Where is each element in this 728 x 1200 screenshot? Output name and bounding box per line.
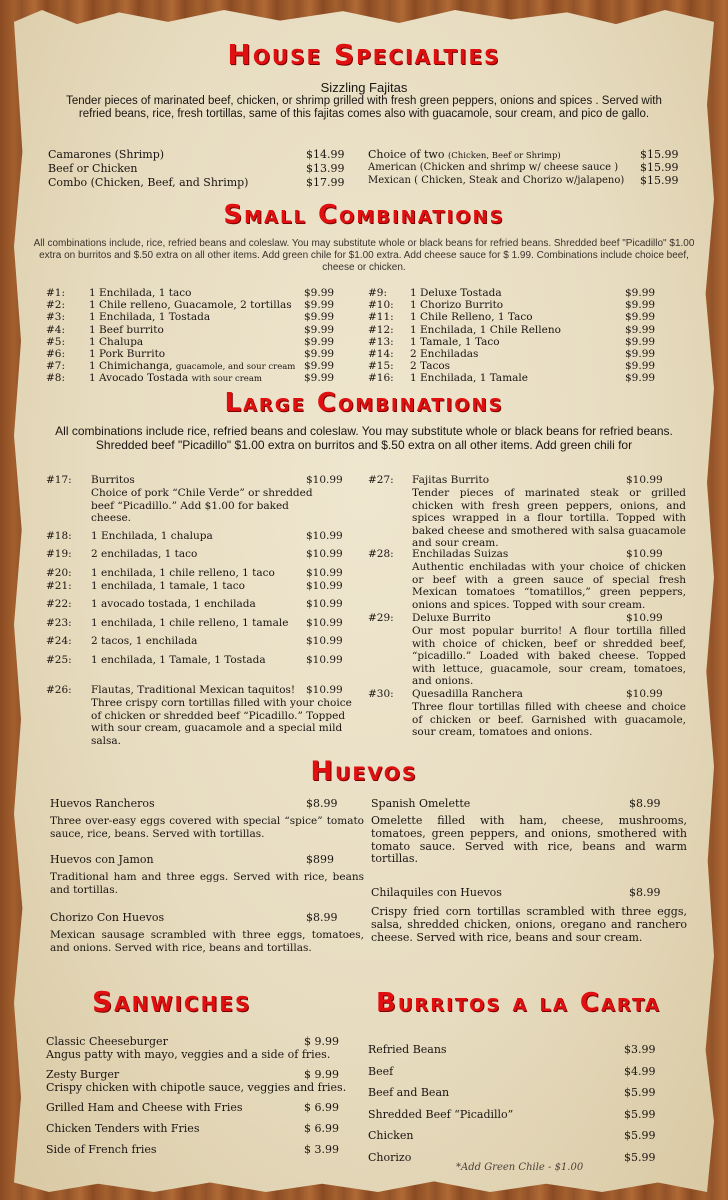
item-num: #23: (46, 617, 72, 629)
item-desc: Our most popular burrito! A flour tortilla filled with choice of chicken, beef or shredded beef, “picadillo.” Loaded with baked cheese. Topped with lettuce, guacamole, sour cream, tomatoes, and onions. (412, 625, 686, 688)
list-item (48, 148, 348, 162)
list-item (368, 311, 668, 323)
huevos-5 (371, 886, 687, 944)
item-num: #10: (368, 299, 394, 312)
item-name: 2 enchiladas, 1 taco (91, 548, 198, 560)
list-item (46, 567, 356, 580)
combo-26 (46, 684, 361, 747)
item-price: $9.99 (304, 299, 335, 312)
item-num: #29: (368, 612, 394, 624)
item-name: Camarones (Shrimp) (48, 148, 165, 161)
item-name: Zesty Burger (46, 1068, 120, 1081)
item-name: Flautas, Traditional Mexican taquitos! (91, 684, 296, 696)
item-name: 1 Enchilada, 1 taco (89, 287, 192, 299)
house-desc: Tender pieces of marinated beef, chicken, or shrimp grilled with fresh green peppers, onions and spices . Served with refried beans, rice, fresh tortillas, same of this fajitas comes also with guacamole, sour cream, and pico de gallo. (66, 95, 662, 120)
item-num: #17: (46, 474, 72, 486)
item-num: #19: (46, 548, 72, 560)
sandwiches-list (46, 1035, 356, 1164)
list-item (46, 311, 356, 323)
item-num: #21: (46, 580, 72, 592)
item-name: 2 tacos, 1 enchilada (91, 635, 198, 647)
sandwiches-title: Sanwiches (92, 985, 252, 1018)
item-price: $10.99 (626, 474, 663, 486)
list-item (46, 360, 356, 372)
house-left-list (48, 148, 348, 190)
item-num: #25: (46, 654, 72, 666)
item-name: Chorizo Con Huevos (50, 911, 165, 924)
item-name: 1 Chorizo Burrito (410, 299, 504, 312)
item-price: $5.99 (624, 1129, 656, 1142)
item-price: $10.99 (626, 688, 663, 700)
item-price: $ 9.99 (304, 1068, 339, 1081)
item-num: #3: (46, 311, 66, 324)
burritos-list (368, 1043, 668, 1165)
item-name: Side of French fries (46, 1143, 157, 1156)
item-desc: Choice of pork “Chile Verde” or shredded beef “Picadillo.” Add $1.00 for baked cheese. (91, 487, 313, 525)
small-right-list (368, 287, 668, 385)
item-price: $9.99 (304, 311, 335, 324)
item-price: $10.99 (306, 580, 343, 592)
item-num: #8: (46, 372, 66, 385)
item-price: $10.99 (306, 617, 343, 629)
item-price: $9.99 (625, 335, 656, 348)
item-name: Refried Beans (368, 1043, 447, 1056)
item-desc: Traditional ham and three eggs. Served with rice, beans and tortillas. (50, 871, 364, 896)
list-item (368, 324, 668, 336)
item-name: Grilled Ham and Cheese with Fries (46, 1101, 243, 1114)
item-price: $9.99 (625, 311, 656, 324)
list-item (46, 287, 356, 299)
house-right-list (368, 148, 680, 187)
item-name: 2 Enchiladas (410, 347, 479, 360)
item-num: #2: (46, 299, 66, 312)
item-price: $9.99 (625, 287, 656, 299)
item-price: $15.99 (640, 174, 679, 187)
item-price: $4.99 (624, 1064, 656, 1078)
item-price: $9.99 (625, 360, 656, 373)
list-item (368, 372, 668, 384)
item-price: $9.99 (304, 287, 335, 299)
item-num: #16: (368, 372, 394, 385)
list-item (368, 287, 668, 299)
list-item (46, 654, 356, 667)
item-num: #26: (46, 684, 72, 696)
list-item (46, 530, 356, 543)
list-item (46, 336, 356, 348)
item-price: $9.99 (625, 323, 656, 336)
item-price: $9.99 (304, 323, 335, 336)
item-name: Chilaquiles con Huevos (371, 886, 502, 899)
item-num: #18: (46, 530, 72, 542)
combo-27 (368, 474, 686, 550)
item-price: $9.99 (304, 372, 335, 385)
list-item (368, 299, 668, 311)
item-desc: Three over-easy eggs covered with special “spice” tomato sauce, rice, beans. Served with tortillas. (50, 815, 364, 840)
item-desc: Angus patty with mayo, veggies and a side of fries. (46, 1048, 331, 1061)
item-name: 1 Enchilada, 1 Tostada (89, 311, 211, 324)
item-price: $10.99 (306, 530, 343, 542)
item-price: $899 (306, 853, 334, 866)
item-note: with sour cream (191, 374, 262, 385)
item-name: Shredded Beef “Picadillo” (368, 1107, 514, 1121)
item-name: 1 enchilada, 1 chile relleno, 1 tamale (91, 617, 289, 629)
item-name: Chorizo (368, 1150, 412, 1164)
item-price: $10.99 (306, 654, 343, 666)
item-price: $5.99 (624, 1086, 656, 1099)
item-price: $8.99 (306, 797, 338, 810)
item-name: Burritos (91, 474, 135, 486)
list-item (368, 360, 668, 372)
small-title: Small Combinations (223, 200, 505, 230)
item-name: 1 Tamale, 1 Taco (410, 335, 500, 348)
list-item (368, 174, 680, 187)
list-item (368, 161, 680, 174)
large-desc: All combinations include rice, refried beans and coleslaw. You may substitute whole or black beans for refried beans. Shredded beef "Picadillo" $1.00 extra on burritos and $.50 extra on all other items. Add green chili for (55, 424, 673, 452)
item-price: $8.99 (629, 797, 661, 810)
item-name: Beef and Bean (368, 1086, 450, 1099)
item-num: #6: (46, 347, 66, 360)
house-title: House Specialties (227, 38, 501, 71)
item-num: #12: (368, 323, 394, 336)
item-desc: Three crispy corn tortillas filled with your choice of chicken or shredded beef “Picadillo.” Topped with sour cream, guacamole and a special mild salsa. (91, 697, 352, 747)
item-name: Chicken Tenders with Fries (46, 1122, 200, 1135)
item-num: #15: (368, 360, 394, 373)
item-price: $10.99 (626, 612, 663, 624)
item-name: 1 Pork Burrito (89, 347, 166, 360)
item-name: 1 enchilada, 1 Tamale, 1 Tostada (91, 654, 266, 666)
item-price: $10.99 (306, 598, 343, 610)
item-name: 1 Beef burrito (89, 323, 164, 336)
item-num: #20: (46, 567, 72, 579)
list-item (46, 299, 356, 311)
item-name: Huevos Rancheros (50, 797, 155, 810)
house-subtitle: Sizzling Fajitas (320, 80, 408, 95)
item-name: 1 Chile Relleno, 1 Taco (410, 311, 533, 324)
huevos-4 (371, 797, 687, 866)
item-num: #14: (368, 347, 394, 360)
item-price: $15.99 (640, 161, 679, 174)
item-price: $10.99 (306, 635, 343, 647)
item-num: #22: (46, 598, 72, 610)
item-name: 1 Enchilada, 1 chalupa (91, 530, 213, 542)
item-price: $ 6.99 (304, 1101, 339, 1114)
item-price: $10.99 (306, 684, 343, 696)
item-price: $3.99 (624, 1043, 656, 1056)
item-name: Beef or Chicken (48, 162, 138, 175)
item-desc: Mexican sausage scrambled with three eggs, tomatoes, and onions. Served with rice, beans and tortillas. (50, 929, 364, 954)
item-price: $10.99 (306, 548, 343, 560)
list-item (46, 598, 356, 611)
item-price: $17.99 (306, 176, 345, 189)
item-price: $ 6.99 (304, 1122, 339, 1135)
item-name: Chicken (368, 1129, 414, 1142)
item-num: #13: (368, 335, 394, 348)
list-item (368, 336, 668, 348)
item-name: Quesadilla Ranchera (412, 688, 523, 700)
item-name: American (Chicken and shrimp w/ cheese sauce ) (368, 162, 619, 173)
item-name: 1 Chalupa (89, 335, 144, 348)
item-price: $9.99 (304, 360, 335, 373)
item-name: 1 Avocado Tostada (89, 372, 189, 385)
item-price: $5.99 (624, 1107, 656, 1121)
item-name: Classic Cheeseburger (46, 1035, 168, 1048)
item-name: Choice of two (368, 148, 445, 161)
item-num: #9: (368, 287, 388, 299)
combo-17 (46, 474, 356, 525)
item-name: 1 Deluxe Tostada (410, 287, 502, 299)
item-name: 1 enchilada, 1 tamale, 1 taco (91, 580, 245, 592)
item-note: guacamole, and sour cream (175, 362, 296, 373)
item-name: Mexican ( Chicken, Steak and Chorizo w/jalapeno) (368, 175, 625, 186)
item-name: 1 Chimichanga, (89, 360, 173, 373)
huevos-2 (50, 853, 364, 896)
item-num: #27: (368, 474, 394, 486)
list-item (48, 176, 348, 190)
item-price: $9.99 (625, 299, 656, 312)
item-price: $15.99 (640, 148, 679, 161)
item-num: #11: (368, 311, 394, 324)
item-note: (Chicken, Beef or Shrimp) (447, 151, 561, 161)
huevos-title: Huevos (310, 756, 418, 787)
item-name: 2 Tacos (410, 360, 451, 373)
item-price: $ 9.99 (304, 1035, 339, 1048)
item-num: #7: (46, 360, 66, 373)
item-num: #24: (46, 635, 72, 647)
huevos-1 (50, 797, 364, 840)
item-name: 1 avocado tostada, 1 enchilada (91, 598, 256, 610)
item-price: $ 3.99 (304, 1143, 339, 1156)
list-item (368, 348, 668, 360)
item-name: Combo (Chicken, Beef, and Shrimp) (48, 176, 249, 189)
item-price: $14.99 (306, 148, 345, 161)
item-desc: Crispy chicken with chipotle sauce, veggies and fries. (46, 1081, 347, 1094)
burritos-title: Burritos a la Carta (376, 988, 661, 1018)
item-price: $9.99 (304, 335, 335, 348)
item-price: $9.99 (625, 372, 656, 385)
item-price: $5.99 (624, 1150, 656, 1164)
combo-29 (368, 612, 686, 688)
list-item (46, 580, 356, 593)
item-num: #30: (368, 688, 394, 700)
list-item (48, 162, 348, 176)
item-name: 1 Enchilada, 1 Chile Relleno (410, 323, 561, 336)
item-num: #5: (46, 335, 66, 348)
item-name: Deluxe Burrito (412, 612, 491, 624)
item-name: Fajitas Burrito (412, 474, 490, 486)
item-price: $8.99 (306, 911, 338, 924)
item-price: $10.99 (306, 567, 343, 579)
item-desc: Authentic enchiladas with your choice of chicken or beef with a green sauce of special fresh Mexican tomatoes “tomatillos,” green peppers, onions and spices. Topped with sour cream. (412, 561, 686, 611)
item-num: #4: (46, 323, 66, 336)
item-desc: Omelette filled with ham, cheese, mushrooms, tomatoes, green peppers, and onions, smothered with tomato sauce. Served with rice, beans and warm tortillas. (371, 814, 687, 866)
list-item (46, 324, 356, 336)
list-item (368, 148, 680, 161)
combo-28 (368, 548, 686, 611)
list-item (46, 348, 356, 360)
large-title: Large Combinations (224, 388, 504, 418)
item-price: $9.99 (304, 347, 335, 360)
item-price: $13.99 (306, 162, 345, 175)
item-desc: Tender pieces of marinated steak or grilled chicken with fresh green peppers, onions, and spices wrapped in a flour tortilla. Topped with baked cheese and smothered with salsa guacamole and sour cream. (412, 487, 686, 550)
list-item (46, 372, 356, 384)
list-item (46, 635, 356, 648)
item-price: $8.99 (629, 886, 661, 899)
item-name: 1 Enchilada, 1 Tamale (410, 372, 528, 385)
item-name: Enchiladas Suizas (412, 548, 509, 560)
huevos-3 (50, 911, 364, 954)
item-num: #1: (46, 287, 66, 299)
small-desc: All combinations include, rice, refried beans and coleslaw. You may substitute whole or black beans for refried beans. Shredded beef "Picadillo" $1.00 extra on burritos and $.50 extra on all other items. Add green chile for $1.00 extra. Add cheese sauce for $ 1.99. Combinations include choice beef, cheese or chicken. (33, 238, 695, 273)
item-desc: Three flour tortillas filled with cheese and choice of chicken or beef. Garnished with guacamole, sour cream, tomatoes and onions. (412, 701, 686, 739)
burritos-footnote: *Add Green Chile - $1.00 (456, 1162, 584, 1173)
item-price: $9.99 (625, 347, 656, 360)
item-name: Spanish Omelette (371, 797, 471, 810)
item-price: $10.99 (306, 474, 343, 486)
item-name: Beef (368, 1064, 394, 1078)
item-name: 1 enchilada, 1 chile relleno, 1 taco (91, 567, 275, 579)
item-desc: Crispy fried corn tortillas scrambled with three eggs, salsa, shredded chicken, onions, oregano and ranchero cheese. Served with rice, beans and sour cream. (371, 905, 687, 944)
item-name: 1 Chile relleno, Guacamole, 2 tortillas (89, 299, 292, 312)
list-item (46, 617, 356, 630)
combo-30 (368, 688, 686, 739)
item-price: $10.99 (626, 548, 663, 560)
list-item (46, 548, 356, 561)
small-left-list (46, 287, 356, 385)
item-num: #28: (368, 548, 394, 560)
item-name: Huevos con Jamon (50, 853, 154, 866)
